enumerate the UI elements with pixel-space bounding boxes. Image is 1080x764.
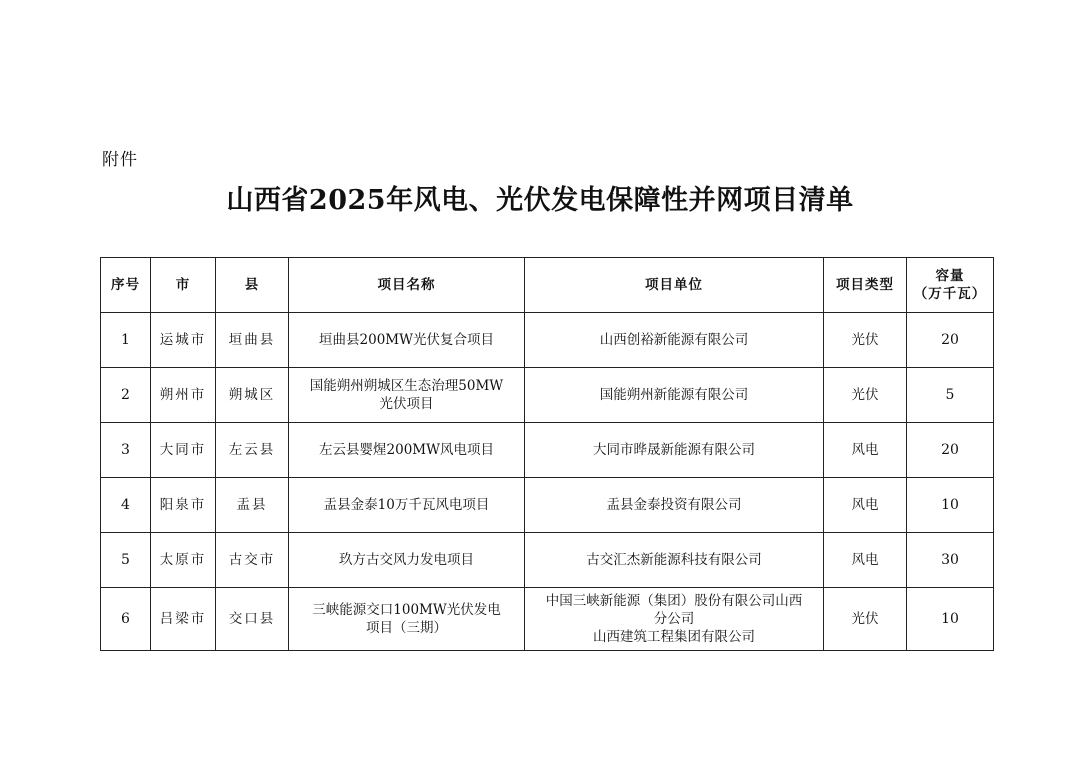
cell-project-unit bbox=[525, 478, 824, 533]
cell-seq: 5 bbox=[101, 533, 151, 588]
header-project-name: 项目名称 bbox=[289, 258, 525, 313]
cell-project-name bbox=[289, 423, 525, 478]
cell-county: 朔城区 bbox=[216, 368, 289, 423]
project-name-line: 玖方古交风力发电项目 bbox=[339, 551, 474, 568]
cell-seq: 1 bbox=[101, 313, 151, 368]
header-seq: 序号 bbox=[101, 258, 151, 313]
cell-project-name bbox=[289, 533, 525, 588]
cell-seq: 2 bbox=[101, 368, 151, 423]
table-row bbox=[101, 313, 994, 368]
cell-capacity: 20 bbox=[907, 313, 994, 368]
cell-county: 古交市 bbox=[216, 533, 289, 588]
project-name-line: 垣曲县200MW光伏复合项目 bbox=[319, 331, 494, 348]
cell-project-unit bbox=[525, 423, 824, 478]
table-header-row bbox=[101, 258, 994, 313]
cell-seq: 6 bbox=[101, 588, 151, 651]
cell-capacity: 10 bbox=[907, 588, 994, 651]
cell-county: 垣曲县 bbox=[216, 313, 289, 368]
cell-project-unit bbox=[525, 368, 824, 423]
header-city: 市 bbox=[151, 258, 216, 313]
project-unit-line: 盂县金泰投资有限公司 bbox=[606, 496, 742, 513]
cell-project-name bbox=[289, 313, 525, 368]
project-name-line: 国能朔州朔城区生态治理50MW bbox=[309, 377, 504, 394]
cell-city: 阳泉市 bbox=[151, 478, 216, 533]
cell-project-name bbox=[289, 478, 525, 533]
cell-county: 交口县 bbox=[216, 588, 289, 651]
cell-city: 吕梁市 bbox=[151, 588, 216, 651]
attachment-label: 附件 bbox=[102, 150, 138, 170]
document-title: 山西省2025年风电、光伏发电保障性并网项目清单 bbox=[226, 185, 854, 216]
cell-project-type: 风电 bbox=[824, 423, 907, 478]
project-unit-line: 古交汇杰新能源科技有限公司 bbox=[586, 551, 762, 568]
cell-city: 大同市 bbox=[151, 423, 216, 478]
cell-project-name bbox=[289, 588, 525, 651]
project-name-line: 左云县婴煋200MW风电项目 bbox=[319, 441, 494, 458]
project-name-line: 盂县金泰10万千瓦风电项目 bbox=[323, 496, 490, 513]
cell-capacity: 30 bbox=[907, 533, 994, 588]
header-capacity-line2: （万千瓦） bbox=[913, 286, 987, 302]
project-unit-line: 山西创裕新能源有限公司 bbox=[599, 331, 749, 348]
cell-city: 太原市 bbox=[151, 533, 216, 588]
cell-project-type: 风电 bbox=[824, 533, 907, 588]
table-row bbox=[101, 533, 994, 588]
cell-project-type: 光伏 bbox=[824, 313, 907, 368]
project-unit-line: 分公司 bbox=[653, 610, 695, 627]
project-unit-line: 大同市晔晟新能源有限公司 bbox=[593, 441, 755, 458]
header-project-type: 项目类型 bbox=[824, 258, 907, 313]
header-capacity bbox=[907, 258, 994, 313]
cell-county: 左云县 bbox=[216, 423, 289, 478]
cell-project-type: 光伏 bbox=[824, 368, 907, 423]
project-table bbox=[100, 257, 994, 651]
project-name-line: 三峡能源交口100MW光伏发电 bbox=[312, 601, 501, 618]
cell-project-unit bbox=[525, 313, 824, 368]
project-name-line: 光伏项目 bbox=[379, 396, 434, 412]
cell-project-unit bbox=[525, 533, 824, 588]
table-row bbox=[101, 478, 994, 533]
cell-city: 运城市 bbox=[151, 313, 216, 368]
cell-capacity: 10 bbox=[907, 478, 994, 533]
table-row bbox=[101, 588, 994, 651]
project-name-line: 项目（三期） bbox=[366, 620, 447, 636]
table-row bbox=[101, 423, 994, 478]
header-capacity-line1: 容量 bbox=[935, 267, 965, 284]
project-unit-line: 国能朔州新能源有限公司 bbox=[599, 386, 749, 403]
cell-seq: 4 bbox=[101, 478, 151, 533]
project-unit-line: 中国三峡新能源（集团）股份有限公司山西 bbox=[545, 592, 803, 609]
header-county: 县 bbox=[216, 258, 289, 313]
header-project-unit: 项目单位 bbox=[525, 258, 824, 313]
cell-city: 朔州市 bbox=[151, 368, 216, 423]
table-row bbox=[101, 368, 994, 423]
cell-seq: 3 bbox=[101, 423, 151, 478]
cell-capacity: 20 bbox=[907, 423, 994, 478]
project-unit-line: 山西建筑工程集团有限公司 bbox=[593, 629, 755, 646]
cell-project-name bbox=[289, 368, 525, 423]
cell-project-type: 风电 bbox=[824, 478, 907, 533]
cell-project-unit bbox=[525, 588, 824, 651]
cell-county: 盂县 bbox=[216, 478, 289, 533]
cell-capacity: 5 bbox=[907, 368, 994, 423]
cell-project-type: 光伏 bbox=[824, 588, 907, 651]
